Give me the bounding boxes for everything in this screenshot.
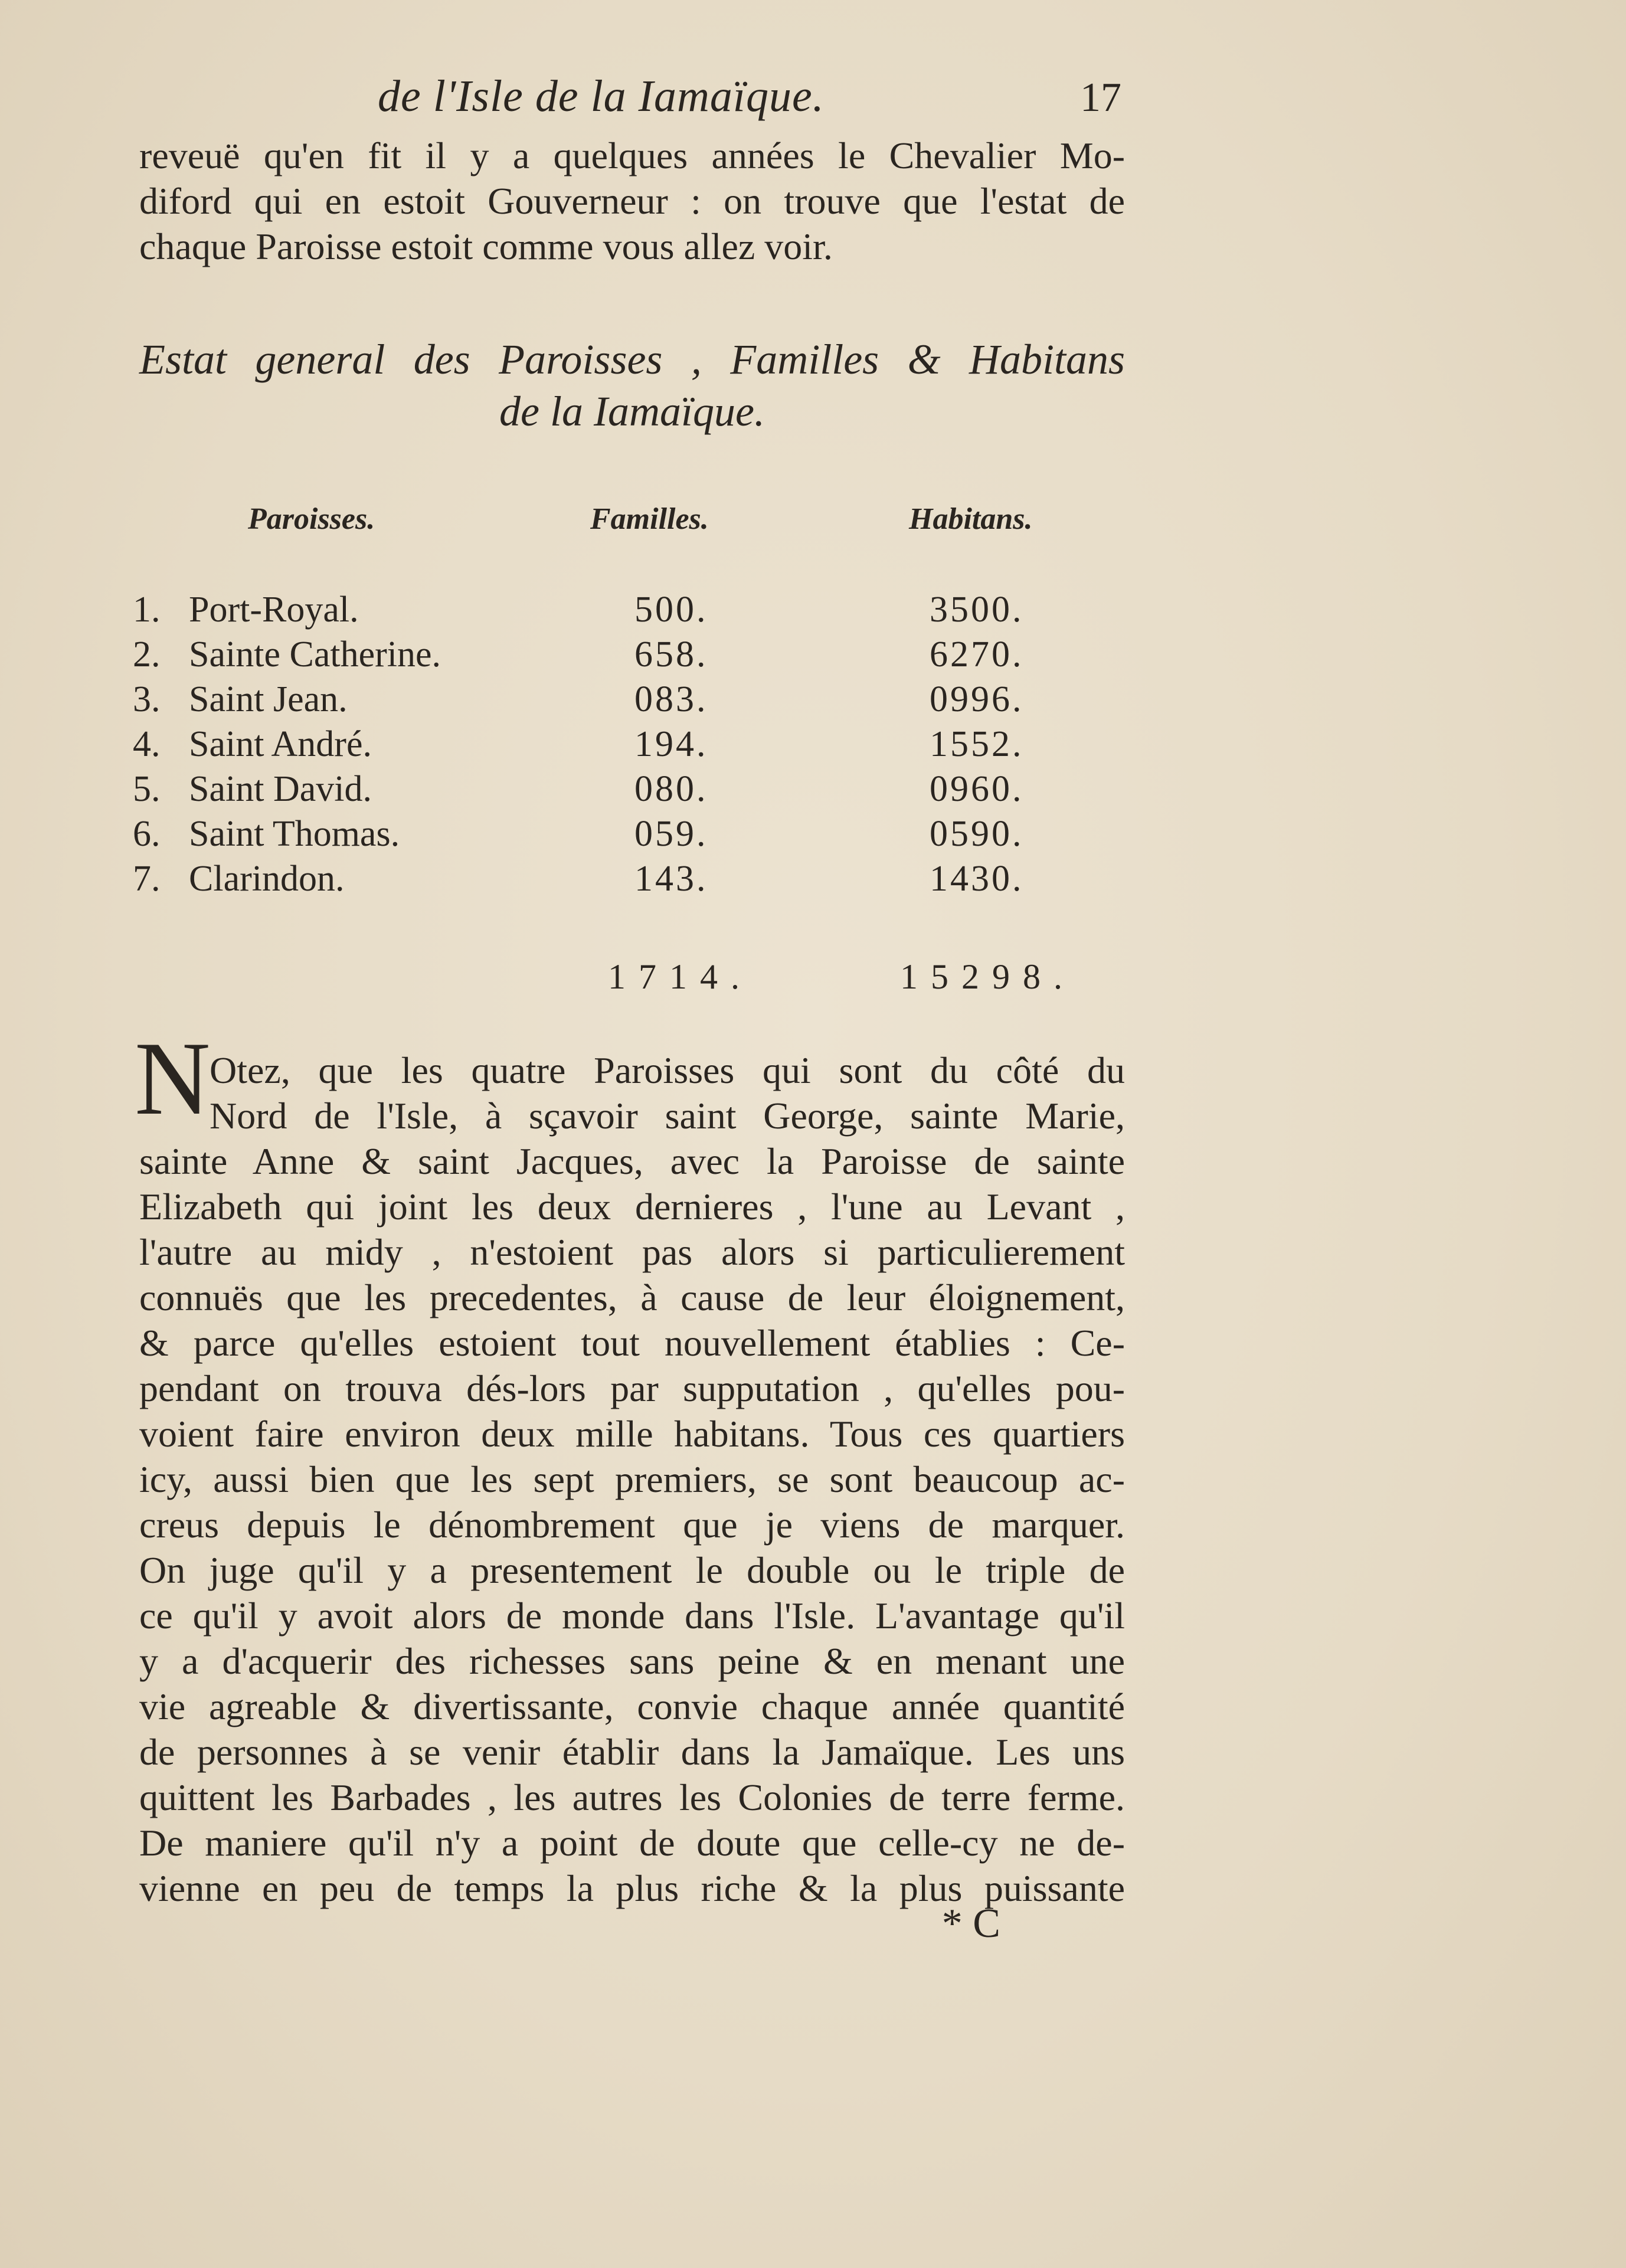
row-number: 5.	[133, 769, 161, 809]
body-line: voient faire environ deux mille habitans. Tous ces quartiers	[139, 1413, 1125, 1455]
parish-name: Saint Thomas.	[189, 814, 400, 854]
drop-cap: N	[135, 1020, 211, 1137]
body-paragraph	[139, 1138, 1125, 1911]
inhabitants-value: 0960.	[930, 769, 1024, 809]
table-title-line: Estat general des Paroisses , Familles & Habitans	[139, 336, 1125, 383]
running-title: de l'Isle de la Iamaïque.	[378, 71, 825, 121]
catchword-signature: * C	[941, 1901, 1000, 1946]
table-row	[133, 856, 1077, 901]
families-value: 500.	[634, 590, 708, 630]
inhabitants-value: 1430.	[930, 859, 1024, 899]
body-line: connuës que les precedentes, à cause de leur éloignement,	[139, 1277, 1125, 1318]
families-value: 143.	[634, 859, 708, 899]
table-row	[133, 632, 1077, 677]
inhabitants-value: 1552.	[930, 724, 1024, 764]
page-number: 17	[1080, 75, 1121, 120]
body-line: quittent les Barbades , les autres les Colonies de terre ferme.	[139, 1776, 1125, 1818]
body-line: Nord de l'Isle, à sçavoir saint George, sainte Marie,	[210, 1095, 1125, 1137]
body-line: creus depuis le dénombrement que je viens de marquer.	[139, 1504, 1125, 1546]
body-line: Elizabeth qui joint les deux dernieres , l'une au Levant ,	[139, 1186, 1125, 1228]
body-line: On juge qu'il y a presentement le double ou le triple de	[139, 1549, 1125, 1591]
total-families: 1714.	[608, 957, 753, 996]
inhabitants-value: 3500.	[930, 590, 1024, 630]
intro-line: reveuë qu'en fit il y a quelques années le Chevalier Mo-	[139, 135, 1125, 176]
parish-name: Saint David.	[189, 769, 372, 809]
families-value: 194.	[634, 724, 708, 764]
parish-name: Saint Jean.	[189, 679, 348, 719]
intro-line: chaque Paroisse estoit comme vous allez voir.	[139, 225, 833, 267]
inhabitants-value: 0996.	[930, 679, 1024, 719]
table-row	[133, 811, 1077, 856]
body-line: pendant on trouva dés-lors par supputation , qu'elles pou-	[139, 1367, 1125, 1409]
body-line: l'autre au midy , n'estoient pas alors si particulierement	[139, 1231, 1125, 1273]
row-number: 6.	[133, 814, 161, 854]
row-number: 1.	[133, 590, 161, 630]
column-header-inhabitants: Habitans.	[909, 502, 1033, 536]
families-value: 080.	[634, 769, 708, 809]
families-value: 059.	[634, 814, 708, 854]
running-head	[142, 71, 1121, 124]
body-line: vienne en peu de temps la plus riche & la plus puissante	[139, 1867, 1125, 1909]
parish-name: Port-Royal.	[189, 590, 359, 630]
total-inhabitants: 15298.	[900, 957, 1075, 996]
body-line: y a d'acquerir des richesses sans peine & en menant une	[139, 1640, 1125, 1682]
body-line: icy, aussi bien que les sept premiers, se sont beaucoup ac-	[139, 1458, 1125, 1500]
families-value: 658.	[634, 634, 708, 675]
column-header-parishes: Paroisses.	[248, 502, 375, 536]
table-row	[133, 722, 1077, 767]
table-row	[133, 677, 1077, 722]
body-line: vie agreable & divertissante, convie chaque année quantité	[139, 1686, 1125, 1727]
body-line: ce qu'il y avoit alors de monde dans l'Isle. L'avantage qu'il	[139, 1595, 1125, 1637]
inhabitants-value: 0590.	[930, 814, 1024, 854]
row-number: 3.	[133, 679, 161, 719]
parish-name: Sainte Catherine.	[189, 634, 441, 675]
table-title	[139, 333, 1125, 437]
column-header-families: Familles.	[590, 502, 709, 536]
row-number: 2.	[133, 634, 161, 675]
row-number: 7.	[133, 859, 161, 899]
table-row	[133, 767, 1077, 811]
body-line: De maniere qu'il n'y a point de doute que celle-cy ne de-	[139, 1822, 1125, 1864]
intro-paragraph	[139, 133, 1125, 269]
table-row	[133, 587, 1077, 632]
body-line: & parce qu'elles estoient tout nouvellement établies : Ce-	[139, 1322, 1125, 1364]
parish-name: Clarindon.	[189, 859, 345, 899]
body-line: Otez, que les quatre Paroisses qui sont du côté du	[210, 1049, 1125, 1091]
body-lines-indented	[210, 1048, 1125, 1138]
inhabitants-value: 6270.	[930, 634, 1024, 675]
row-number: 4.	[133, 724, 161, 764]
table-title-line: de la Iamaïque.	[499, 388, 765, 435]
families-value: 083.	[634, 679, 708, 719]
body-line: sainte Anne & saint Jacques, avec la Paroisse de sainte	[139, 1140, 1125, 1182]
body-line: de personnes à se venir établir dans la Jamaïque. Les uns	[139, 1731, 1125, 1773]
intro-line: diford qui en estoit Gouverneur : on trouve que l'estat de	[139, 180, 1125, 222]
parish-name: Saint André.	[189, 724, 372, 764]
